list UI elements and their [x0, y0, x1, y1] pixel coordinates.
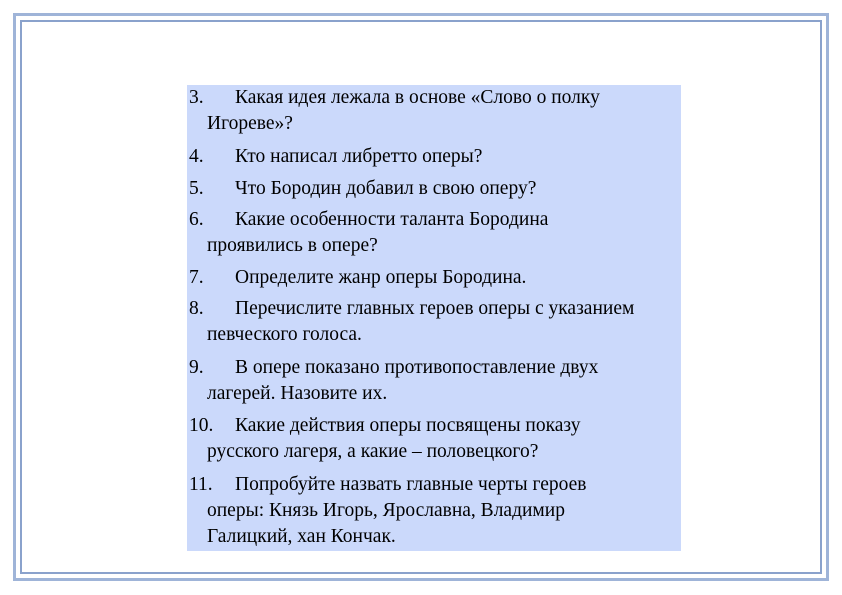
question-text: В опере показано противопоставление двух [235, 357, 599, 378]
question-text: Попробуйте назвать главные черты героев [235, 474, 587, 495]
question-number: 9. [189, 357, 204, 378]
question-number: 7. [189, 267, 204, 288]
question-text: Какие действия оперы посвящены показу [235, 415, 581, 436]
question-text: оперы: Князь Игорь, Ярославна, Владимир [207, 500, 565, 521]
question-text: Какие особенности таланта Бородина [235, 209, 549, 230]
question-text: Что Бородин добавил в свою оперу? [235, 178, 537, 199]
question-text: Какая идея лежала в основе «Слово о полку [235, 87, 600, 108]
question-number: 4. [189, 146, 204, 167]
question-number: 11. [189, 474, 213, 495]
question-number: 10. [189, 415, 214, 436]
question-number: 3. [189, 87, 204, 108]
question-text: Галицкий, хан Кончак. [207, 526, 396, 547]
question-text: русского лагеря, а какие – половецкого? [207, 441, 539, 462]
question-number: 5. [189, 178, 204, 199]
question-text: певческого голоса. [207, 324, 362, 345]
question-text: Кто написал либретто оперы? [235, 146, 483, 167]
question-text: лагерей. Назовите их. [207, 383, 388, 404]
questions-list [187, 85, 681, 551]
question-text: Определите жанр оперы Бородина. [235, 267, 527, 288]
question-text: проявились в опере? [207, 235, 378, 256]
question-text: Перечислите главных героев оперы с указанием [235, 298, 635, 319]
question-number: 8. [189, 298, 204, 319]
question-number: 6. [189, 209, 204, 230]
question-text: Игореве»? [207, 113, 293, 134]
